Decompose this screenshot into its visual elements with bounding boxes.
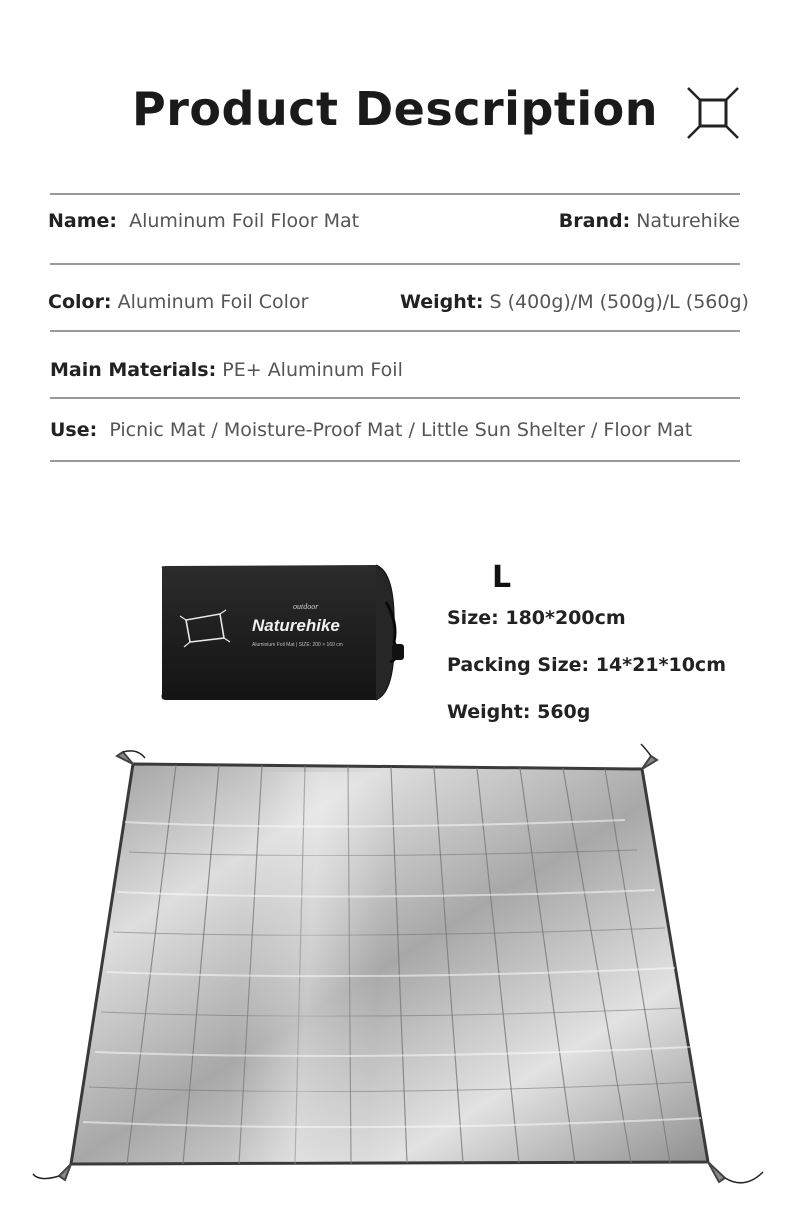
- spec-brand: Brand: Naturehike: [558, 210, 740, 232]
- divider: [50, 263, 740, 265]
- size-weight: Weight: 560g: [447, 701, 591, 723]
- size-dimension: Size: 180*200cm: [447, 607, 626, 629]
- bag-label: Aluminium Foil Mat | SIZE: 200 × 160 cm: [252, 642, 343, 648]
- spec-name: Name: Aluminum Foil Floor Mat: [48, 210, 360, 232]
- divider: [50, 193, 740, 195]
- spec-color: Color: Aluminum Foil Color: [48, 291, 309, 313]
- packing-size: Packing Size: 14*21*10cm: [447, 654, 726, 676]
- spec-use: Use: Picnic Mat / Moisture-Proof Mat / Little Sun Shelter / Floor Mat: [50, 419, 693, 441]
- size-letter: L: [492, 560, 512, 595]
- foil-mat-image: [25, 742, 770, 1200]
- divider: [50, 330, 740, 332]
- divider: [50, 460, 740, 462]
- bag-brand-small: outdoor: [293, 602, 319, 611]
- packed-bag-image: [158, 562, 408, 704]
- page-title: Product Description: [132, 82, 658, 136]
- bag-brand: Naturehike: [252, 616, 340, 635]
- divider: [50, 397, 740, 399]
- spec-weight: Weight: S (400g)/M (500g)/L (560g): [400, 291, 749, 313]
- spec-materials: Main Materials: PE+ Aluminum Foil: [50, 359, 403, 381]
- mat-corner-icon: [686, 86, 740, 140]
